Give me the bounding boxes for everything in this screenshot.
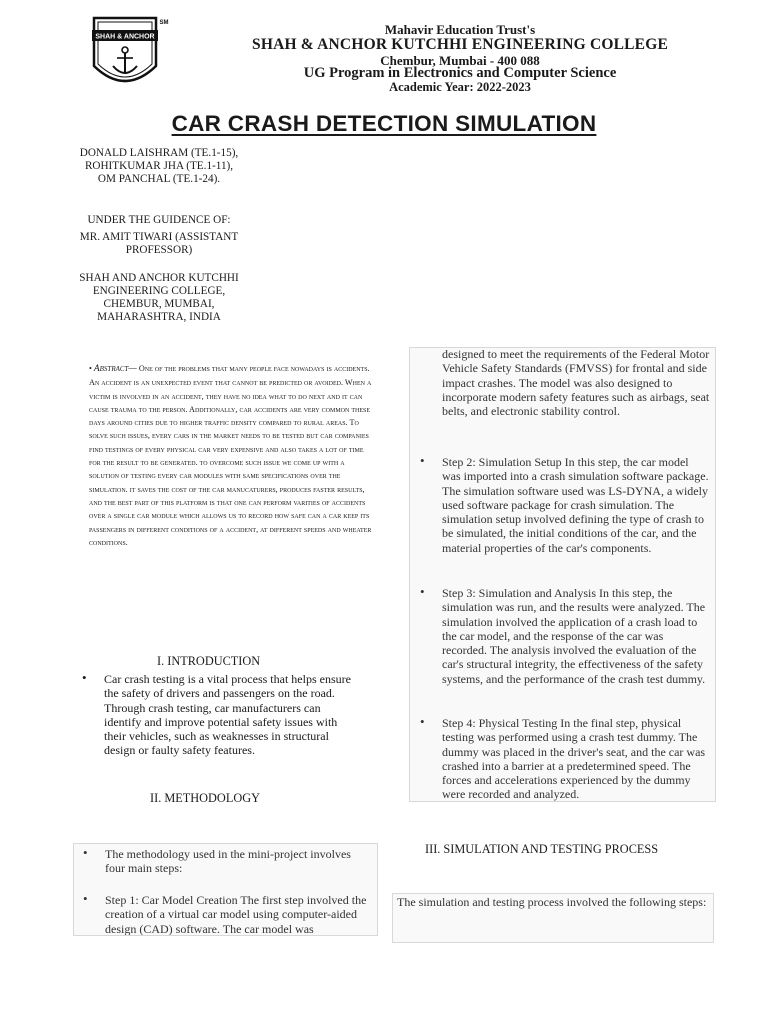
bullet-icon: •	[420, 714, 425, 729]
academic-year: Academic Year: 2022-2023	[389, 80, 531, 94]
author-name: OM PANCHAL (TE.1-24).	[97, 173, 221, 185]
college-logo	[80, 14, 170, 96]
section-heading-methodology: II. METHODOLOGY	[150, 791, 260, 805]
author-name: DONALD LAISHRAM (TE.1-15),	[79, 147, 239, 159]
methodology-steps-box	[409, 347, 716, 802]
affiliation-block	[62, 272, 256, 324]
bullet-icon: •	[83, 891, 88, 906]
abstract-lead: Abstract—	[93, 364, 137, 374]
section-heading-simulation: III. SIMULATION AND TESTING PROCESS	[425, 842, 659, 856]
affiliation-line: CHEMBUR, MUMBAI,	[103, 298, 215, 310]
methodology-step: • Step 3: Simulation and Analysis In this step, the simulation was run, and the results were analyzed. The simulation involved the application of a crash load to the car model, and the response of the car was recorded. The analysis involved the evaluation of the car's structural integrity, the effectiveness of the safety systems, and the performance of the crash test dummy.	[420, 584, 706, 686]
guide-name: MR. AMIT TIWARI (ASSISTANT PROFESSOR)	[79, 231, 239, 256]
affiliation-line: MAHARASHTRA, INDIA	[97, 311, 221, 323]
section-heading-introduction: I. INTRODUCTION	[157, 654, 261, 668]
bullet-icon: •	[82, 670, 87, 685]
bullet-icon: •	[89, 364, 92, 373]
introduction-paragraph	[82, 670, 356, 758]
introduction-text: Car crash testing is a vital process that helps ensure the safety of drivers and passengers on the road. Through crash testing, car manufacturers can identify and improve potential safety issues with their vehicles, such as weaknesses in structural design or faulty safety features.	[104, 672, 351, 758]
methodology-item: • The methodology used in the mini-project involves four main steps:	[83, 845, 351, 876]
methodology-step: • Step 4: Physical Testing In the final step, physical testing was performed using a crash test dummy. The dummy was placed in the driver's seat, and the car was crashed into a barrier at a predetermined speed. The forces and accelerations experienced by the dummy were recorded and analyzed.	[420, 714, 706, 802]
college-name: SHAH & ANCHOR KUTCHHI ENGINEERING COLLEGE	[252, 36, 668, 53]
trust-name: Mahavir Education Trust's	[384, 22, 536, 37]
author-list	[62, 147, 256, 186]
affiliation-line: ENGINEERING COLLEGE,	[92, 285, 226, 297]
abstract	[89, 362, 373, 549]
guidance-heading: UNDER THE GUIDENCE OF:	[87, 214, 231, 226]
college-address: Chembur, Mumbai - 400 088	[380, 53, 540, 68]
paper-title: CAR CRASH DETECTION SIMULATION	[171, 111, 597, 136]
abstract-text: One of the problems that many people face nowadays is accidents. An accident is an unexpected event that cannot be predicted or avoided. When a victim is involved in an accident, they have no idea what to do next and it can cause trauma to the person. Additionally, car accidents are very common these days around cities due to higher traffic density compared to rural areas. To solve such issues, every cars in the market needs to be tested but car companies find testings of every physical car very expensive and also takes a lot of time for the result to be generated. to overcome such issue we come up with a solution of testing every car modules with same specifications over the simulation. it saves the cost of the car manucaturers, produces faster results, and the best part of this platform is that one can perform varities of accidents over a single car module which allows us to record how safe can a car keep its passengers in different conditions of a accident, at different speeds and wheater conditions.	[89, 364, 372, 547]
affiliation-line: SHAH AND ANCHOR KUTCHHI	[79, 272, 239, 284]
continuation-text: designed to meet the requirements of the Federal Motor Vehicle Safety Standards (FMVSS) for frontal and side impact crashes. The model was also designed to incorporate modern safety features such as airbags, seat belts, and electronic stability control.	[442, 347, 710, 419]
guidance-block	[62, 214, 256, 257]
author-name: ROHITKUMAR JHA (TE.1-11),	[84, 160, 234, 172]
bullet-icon: •	[420, 453, 425, 468]
bullet-icon: •	[420, 584, 425, 599]
methodology-box	[73, 843, 378, 936]
methodology-step: • Step 2: Simulation Setup In this step, the car model was imported into a crash simulation software package. The simulation software used was LS-DYNA, a widely used software package for crash simulation. The simulation setup involved defining the type of crash to be simulated, the initial conditions of the car, and the material properties of the car's components.	[420, 453, 709, 555]
program-name: UG Program in Electronics and Computer Science	[303, 65, 617, 81]
bullet-icon: •	[83, 845, 88, 860]
logo-text: SHAH & ANCHOR	[95, 33, 155, 41]
simulation-text: The simulation and testing process involved the following steps:	[397, 895, 707, 909]
logo-mark: SM	[159, 20, 169, 26]
methodology-item: • Step 1: Car Model Creation The first step involved the creation of a virtual car model using computer-aided design (CAD) software. The car model was	[83, 891, 367, 936]
simulation-box	[392, 893, 714, 943]
